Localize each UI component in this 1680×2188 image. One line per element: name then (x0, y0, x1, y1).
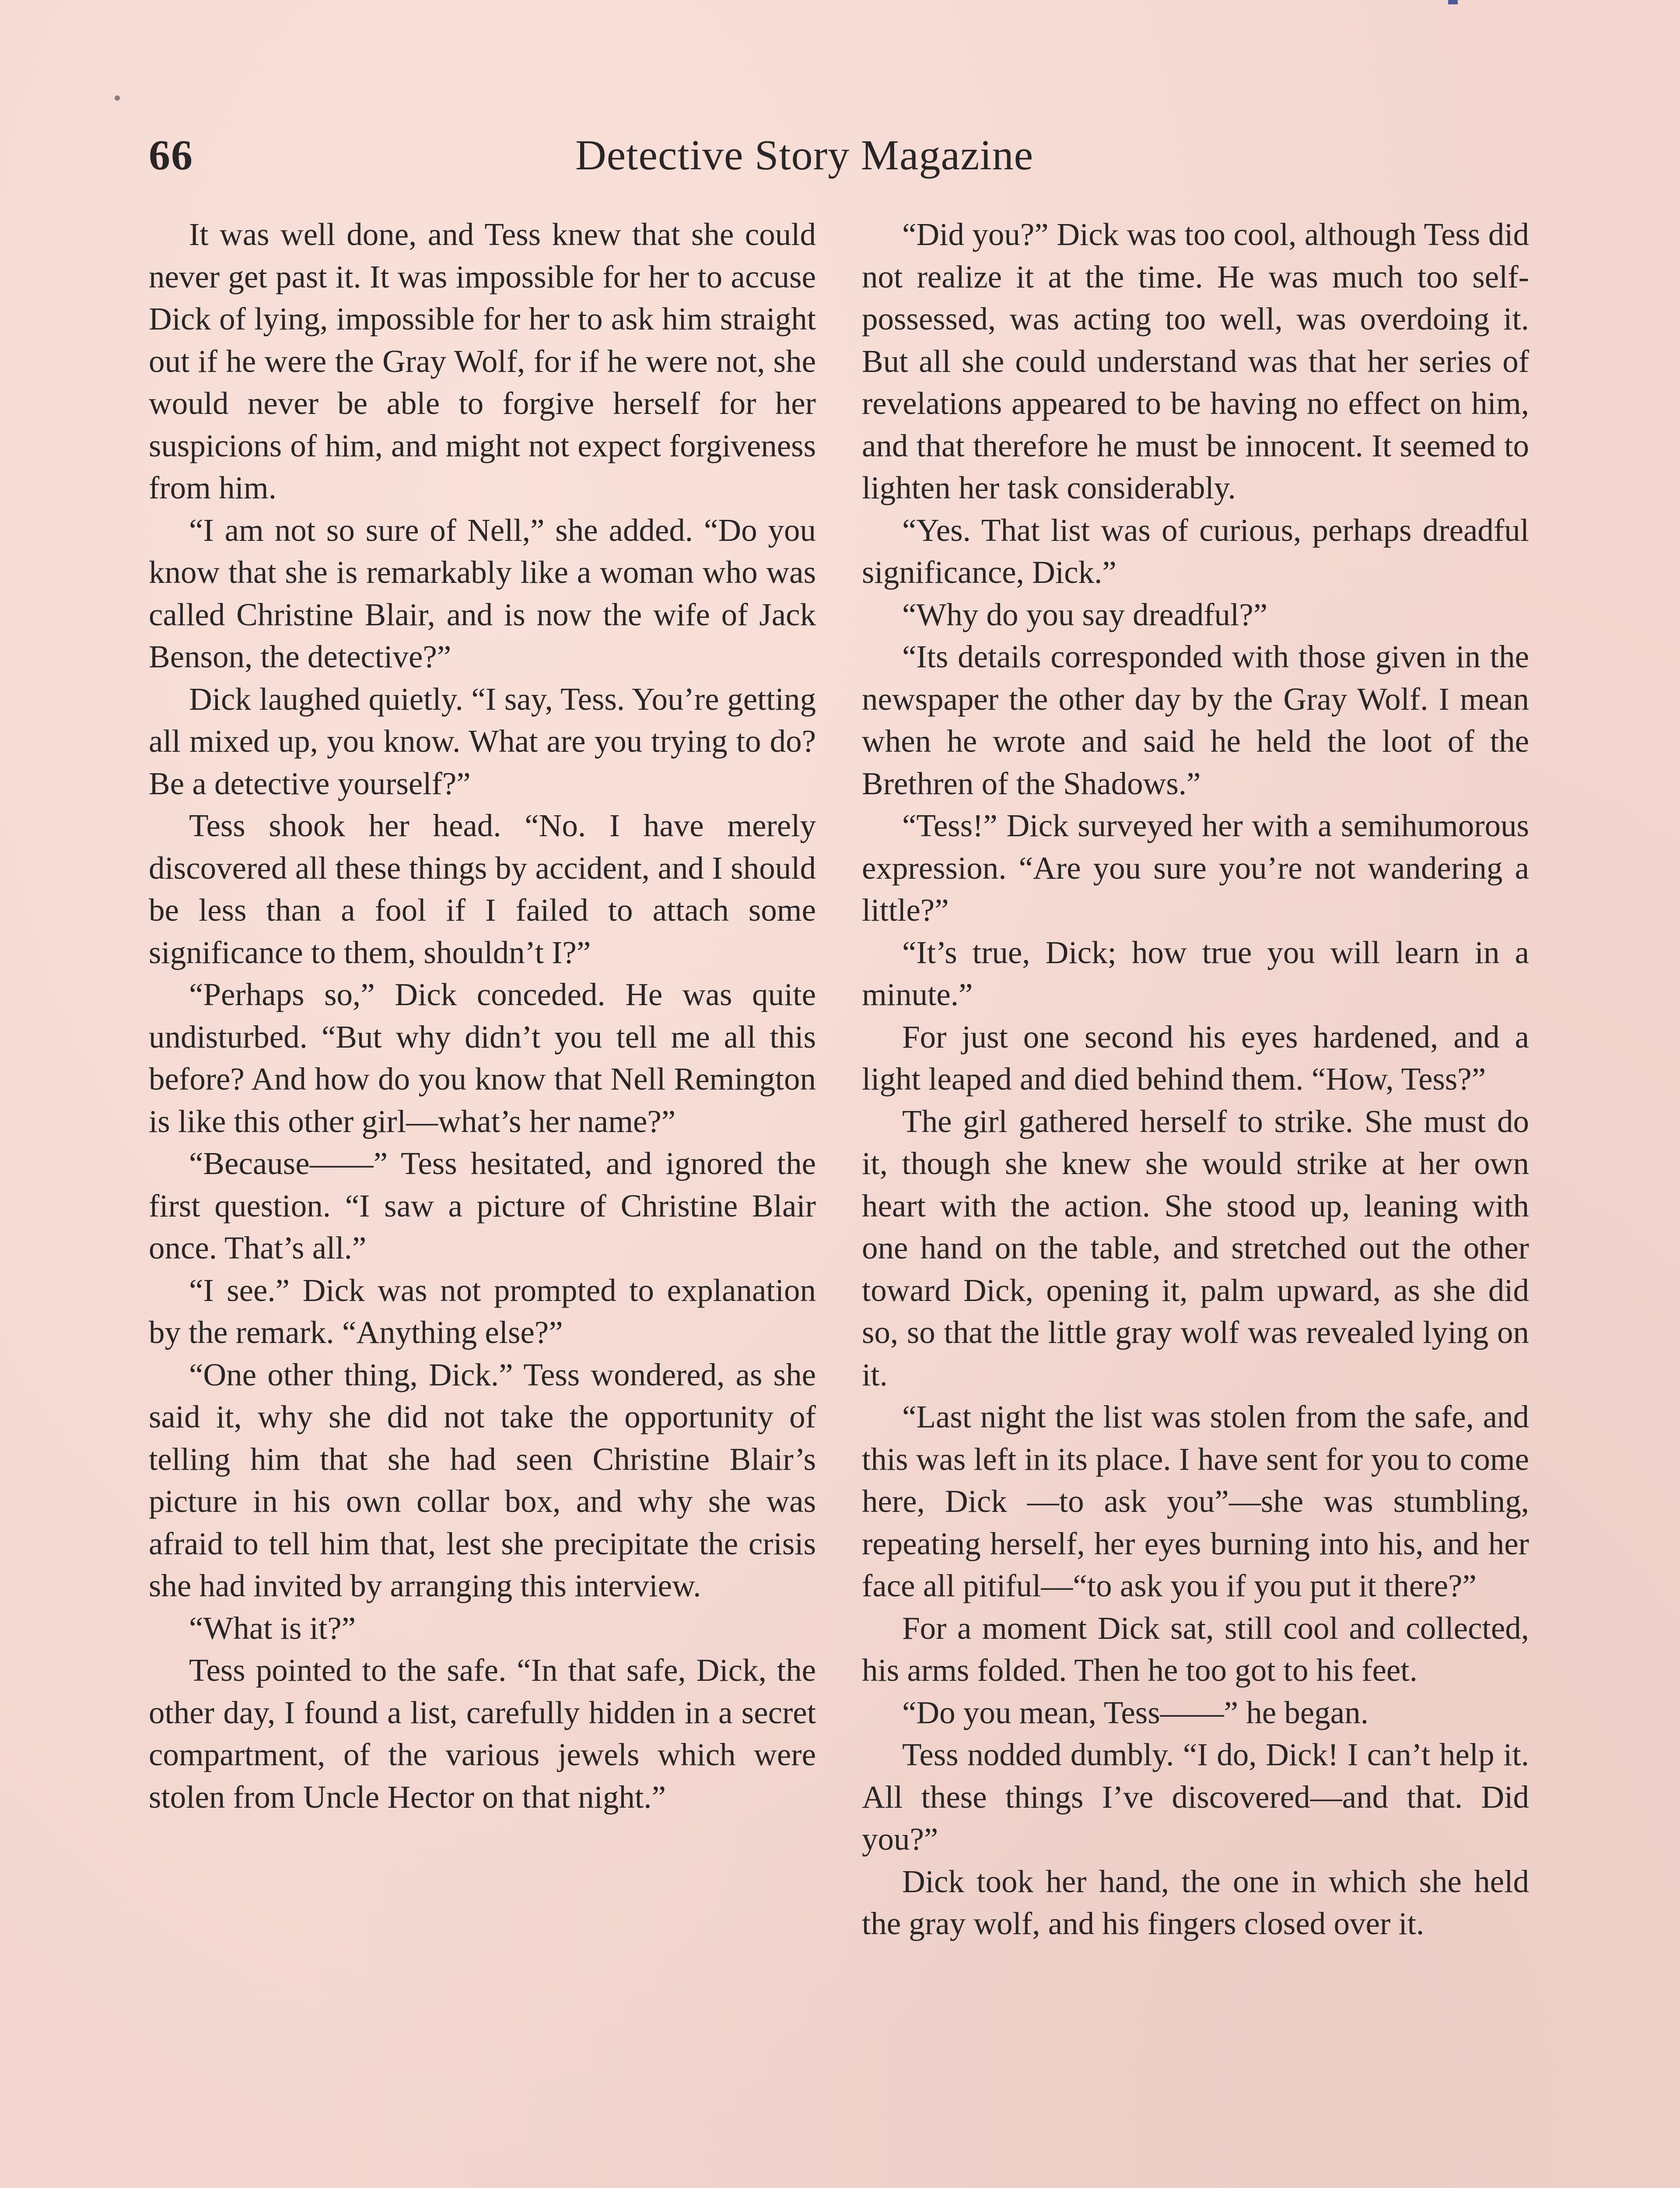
paragraph: For just one second his eyes hardened, and a light leaped and died behind them. “How, Tess?” (862, 1019, 1529, 1097)
paragraph: “What is it?” (189, 1610, 356, 1646)
paragraph: Dick took her hand, the one in which she held the gray wolf, and his fingers closed over it. (862, 1863, 1529, 1941)
paragraph: Tess pointed to the safe. “In that safe, Dick, the other day, I found a list, carefully hidden in a secret compartment, of the various jewels which were stolen from Uncle Hector on that night.” (149, 1652, 816, 1815)
paragraph: It was well done, and Tess knew that she could never get past it. It was impossible for her to accuse Dick of lying, impossible for her to ask him straight out if he were the Gray Wolf, for if he were not, she would never be able to forgive herself for her suspicions of him, and might not expect forgiveness from him. (149, 217, 816, 505)
page-number: 66 (149, 132, 193, 179)
paragraph: “Tess!” Dick surveyed her with a semihumorous expression. “Are you sure you’re not wandering a little?” (862, 808, 1529, 928)
paragraph: The girl gathered herself to strike. She must do it, though she knew she would strike at her own heart with the action. She stood up, leaning with one hand on the table, and stretched out the other toward Dick, opening it, palm upward, as she did so, so that the little gray wolf was revealed lying on it. (862, 1103, 1529, 1392)
left-column (149, 214, 816, 1818)
running-title: Detective Story Magazine (575, 132, 1034, 179)
paragraph: “Its details corresponded with those given in the newspaper the other day by the Gray Wolf. I mean when he wrote and said he held the loot of the Brethren of the Shadows.” (862, 639, 1529, 801)
paragraph: “Did you?” Dick was too cool, although Tess did not realize it at the time. He was much too self-possessed, was acting too well, was overdoing it. But all she could understand was that her series of revelations appeared to be having no effect on him, and that therefore he must be innocent. It seemed to lighten her task considerably. (862, 217, 1529, 505)
paragraph: Dick laughed quietly. “I say, Tess. You’re getting all mixed up, you know. What are you trying to do? Be a detective yourself?” (149, 681, 816, 801)
paragraph: “I see.” Dick was not prompted to explanation by the remark. “Anything else?” (149, 1272, 816, 1350)
paragraph: “Because——” Tess hesitated, and ignored the first question. “I saw a picture of Christine Blair once. That’s all.” (149, 1146, 816, 1266)
edge-mark (1448, 0, 1458, 4)
paragraph: “I am not so sure of Nell,” she added. “Do you know that she is remarkably like a woman who was called Christine Blair, and is now the wife of Jack Benson, the detective?” (149, 512, 816, 674)
paragraph: “One other thing, Dick.” Tess wondered, as she said it, why she did not take the opportunity of telling him that she had seen Christine Blair’s picture in his own collar box, and why she was afraid to tell him that, lest she precipitate the crisis she had invited by arranging this interview. (149, 1357, 816, 1603)
paragraph: “It’s true, Dick; how true you will learn in a minute.” (862, 934, 1529, 1012)
paragraph: “Why do you say dreadful?” (902, 596, 1268, 632)
paragraph: “Perhaps so,” Dick conceded. He was quite undisturbed. “But why didn’t you tell me all this before? And how do you know that Nell Remington is like this other girl—what’s her name?” (149, 977, 816, 1139)
paragraph: For a moment Dick sat, still cool and collected, his arms folded. Then he too got to his feet. (862, 1610, 1529, 1688)
paragraph: “Do you mean, Tess——” he began. (902, 1694, 1368, 1730)
paragraph: Tess shook her head. “No. I have merely discovered all these things by accident, and I should be less than a fool if I failed to attach some significance to them, shouldn’t I?” (149, 808, 816, 970)
paragraph: “Yes. That list was of curious, perhaps dreadful significance, Dick.” (862, 512, 1529, 590)
paragraph: Tess nodded dumbly. “I do, Dick! I can’t help it. All these things I’ve discovered—and that. Did you?” (862, 1737, 1529, 1857)
right-column (862, 214, 1529, 1945)
paragraph: “Last night the list was stolen from the safe, and this was left in its place. I have sent for you to come here, Dick —to ask you”—she was stumbling, repeating herself, her eyes burning into his, and her face all pitiful—“to ask you if you put it there?” (862, 1399, 1529, 1603)
page-header (149, 127, 1531, 193)
print-speck (115, 95, 120, 101)
